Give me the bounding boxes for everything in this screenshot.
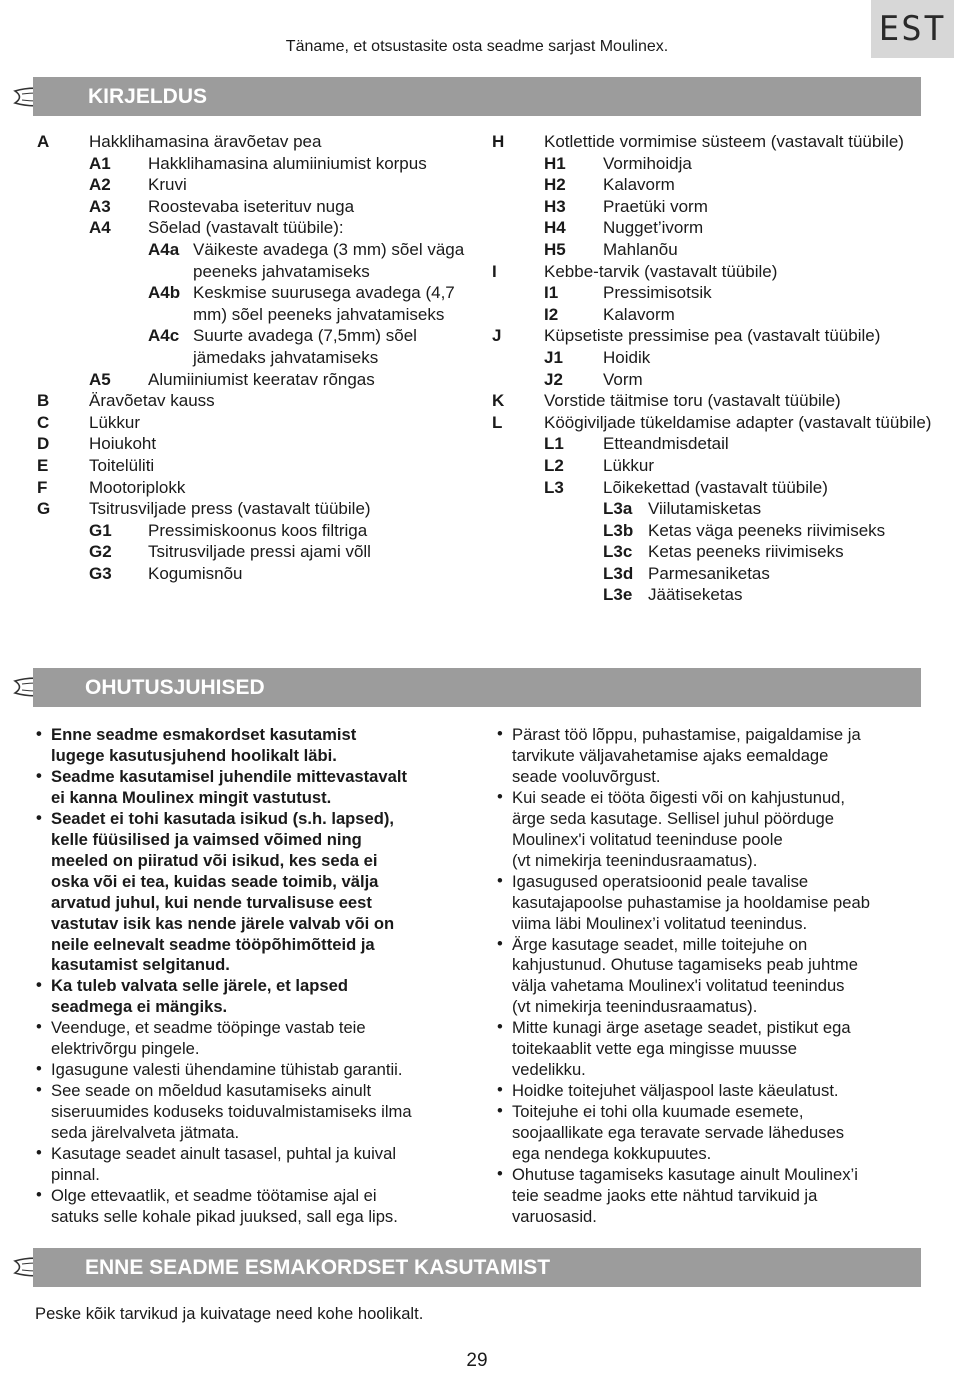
item-text: Hoidik bbox=[603, 347, 651, 367]
item-text: Lükkur bbox=[603, 455, 655, 475]
item-text: Kruvi bbox=[148, 175, 187, 195]
description-item bbox=[492, 563, 932, 585]
before-use-text: Peske kõik tarvikud ja kuivatage need kohe hoolikalt. bbox=[35, 1304, 424, 1323]
item-text: Kalavorm bbox=[603, 175, 675, 195]
item-text: Keskmise suurusega avadega (4,7 mm) sõel peeneks jahvatamiseks bbox=[193, 283, 455, 324]
item-text: Köögiviljade tükeldamise adapter (vastavalt tüübile) bbox=[544, 412, 932, 432]
item-text: Vorm bbox=[603, 369, 643, 389]
item-key: G3 bbox=[89, 563, 112, 583]
safety-item bbox=[497, 935, 937, 1019]
item-key: I2 bbox=[544, 304, 559, 324]
safety-line: • Igasugused operatsioonid peale tavalise bbox=[512, 871, 809, 891]
safety-line: kasutamist selgitanud. bbox=[51, 955, 230, 975]
item-key: L3e bbox=[603, 585, 633, 605]
description-item bbox=[492, 390, 932, 412]
safety-item bbox=[36, 1018, 476, 1060]
item-key: L3a bbox=[603, 499, 633, 519]
page-number: 29 bbox=[466, 1350, 488, 1371]
description-item bbox=[37, 412, 477, 434]
description-item bbox=[37, 541, 477, 563]
description-item bbox=[492, 412, 932, 434]
description-item bbox=[492, 498, 932, 520]
item-key: H4 bbox=[544, 218, 566, 238]
item-text: Parmesaniketas bbox=[648, 563, 770, 583]
description-item bbox=[37, 217, 477, 239]
safety-line: viima läbi Moulinex’i volitatud teenindus. bbox=[512, 913, 808, 933]
item-key: H1 bbox=[544, 153, 566, 173]
safety-line: teie seadme jaoks ette nähtud tarvikuid ja bbox=[512, 1185, 818, 1205]
safety-item bbox=[36, 767, 476, 809]
description-item bbox=[492, 584, 932, 606]
item-key: G2 bbox=[89, 542, 112, 562]
item-key: H2 bbox=[544, 175, 566, 195]
safety-line: välja vahetama Moulinex'i volitatud teenindus bbox=[512, 976, 845, 996]
item-text: Küpsetiste pressimise pea (vastavalt tüübile) bbox=[544, 326, 881, 346]
safety-line: seade vooluvõrgust. bbox=[512, 766, 661, 786]
item-key: J bbox=[492, 326, 502, 346]
safety-line: pinnal. bbox=[51, 1165, 100, 1185]
item-text: Pressimisotsik bbox=[603, 283, 712, 303]
safety-item bbox=[497, 872, 937, 935]
item-key: L bbox=[492, 412, 503, 432]
item-text: Mootoriplokk bbox=[89, 477, 186, 497]
safety-item bbox=[497, 788, 937, 872]
item-text: Etteandmisdetail bbox=[603, 434, 729, 454]
item-key: L3c bbox=[603, 542, 633, 562]
safety-line: soojaallikate ega teravate servade läheduses bbox=[512, 1123, 845, 1143]
description-item bbox=[492, 347, 932, 369]
item-text: Kebbe-tarvik (vastavalt tüübile) bbox=[544, 261, 778, 281]
description-item bbox=[37, 196, 477, 218]
description-item bbox=[37, 282, 477, 325]
language-tab: EST bbox=[871, 0, 954, 58]
item-key: L3 bbox=[544, 477, 564, 497]
description-item bbox=[37, 239, 477, 282]
safety-line: vastutav isik kas nende järele valvab või on bbox=[51, 913, 395, 933]
item-key: L1 bbox=[544, 434, 564, 454]
item-key: A4a bbox=[148, 239, 180, 259]
safety-line: • Toitejuhe ei tohi olla kuumade esemete, bbox=[512, 1102, 804, 1122]
safety-line: kasutajapoolse puhastamise ja hooldamise peab bbox=[512, 892, 870, 912]
safety-line: ei kanna Moulinex mingit vastutust. bbox=[51, 787, 332, 807]
section-title: KIRJELDUS bbox=[88, 85, 208, 108]
description-item bbox=[37, 477, 477, 499]
item-key: L3b bbox=[603, 520, 634, 540]
item-key: J2 bbox=[544, 369, 563, 389]
section-header-before-first-use bbox=[33, 1248, 921, 1287]
item-text: Kotlettide vormimise süsteem (vastavalt tüübile) bbox=[544, 132, 904, 151]
safety-item bbox=[36, 1186, 476, 1228]
item-text: Ketas peeneks riivimiseks bbox=[648, 542, 844, 562]
safety-item bbox=[497, 1102, 937, 1165]
safety-line: kelle füüsilised ja vaimsed võimed ning bbox=[51, 829, 362, 849]
description-item bbox=[492, 174, 932, 196]
item-key: I bbox=[492, 261, 497, 281]
section-header-description bbox=[33, 77, 921, 116]
safety-line: toitekaablit vette ega mingisse muusse bbox=[512, 1039, 798, 1059]
item-text: Toitelüliti bbox=[89, 455, 155, 475]
safety-line: • Ka tuleb valvata selle järele, et lapsed bbox=[51, 976, 348, 996]
description-item bbox=[37, 174, 477, 196]
item-text: Äravõetav kauss bbox=[89, 391, 215, 411]
description-item bbox=[492, 369, 932, 391]
item-text: Väikeste avadega (3 mm) sõel väga peeneks jahvatamiseks bbox=[193, 239, 465, 281]
item-text: Lõikekettad (vastavalt tüübile) bbox=[603, 477, 828, 497]
description-item bbox=[37, 455, 477, 477]
description-item bbox=[492, 304, 932, 326]
safety-item bbox=[36, 725, 476, 767]
safety-line: arvatud juhul, kui nende turvalisuse eest bbox=[51, 892, 372, 912]
safety-line: seadmega ei mängiks. bbox=[51, 997, 228, 1017]
safety-line: • Kasutage seadet ainult tasasel, puhtal ja kuival bbox=[51, 1144, 397, 1164]
section-header-safety bbox=[33, 668, 921, 707]
item-key: H3 bbox=[544, 196, 566, 216]
safety-line: varuosasid. bbox=[512, 1206, 597, 1226]
description-item bbox=[37, 520, 477, 542]
item-key: I1 bbox=[544, 283, 559, 303]
safety-line: meeled on piiratud või isikud, kes seda ei bbox=[51, 850, 378, 870]
safety-line: • Mitte kunagi ärge asetage seadet, pistikut ega bbox=[512, 1018, 851, 1038]
item-key: H5 bbox=[544, 239, 566, 259]
safety-line: tarvikute väljavahetamise ajaks eemaldage bbox=[512, 745, 829, 765]
item-text: Suurte avadega (7,5mm) sõel jämedaks jahvatamiseks bbox=[193, 326, 417, 367]
safety-line: ega nendega kokkupuutes. bbox=[512, 1144, 712, 1164]
description-item bbox=[492, 541, 932, 563]
safety-line: • Pärast töö lõppu, puhastamise, paigaldamise ja bbox=[512, 725, 861, 744]
description-item bbox=[37, 498, 477, 520]
safety-line: seda järelvalveta jätmata. bbox=[51, 1123, 240, 1143]
intro-text: Täname, et otsustasite osta seadme sarjast Moulinex. bbox=[285, 38, 669, 55]
safety-line: • Ohutuse tagamiseks kasutage ainult Moulinex’i bbox=[512, 1165, 858, 1185]
safety-line: kahjustunud. Ohutuse tagamiseks peab juhtme bbox=[512, 955, 858, 975]
description-item bbox=[492, 153, 932, 175]
item-key: A1 bbox=[89, 153, 111, 173]
item-key: J1 bbox=[544, 347, 563, 367]
safety-line: (vt nimekirja teenindusraamatus). bbox=[512, 850, 758, 870]
safety-item bbox=[497, 725, 937, 788]
description-item bbox=[492, 196, 932, 218]
item-key: C bbox=[37, 412, 50, 432]
description-item bbox=[492, 325, 932, 347]
item-key: A5 bbox=[89, 369, 111, 389]
item-text: Vorstide täitmise toru (vastavalt tüübile) bbox=[544, 391, 841, 411]
item-text: Hoiukoht bbox=[89, 434, 157, 454]
item-text: Roostevaba iseterituv nuga bbox=[148, 196, 355, 216]
description-list-left bbox=[37, 131, 477, 584]
item-key: A4b bbox=[148, 283, 181, 303]
safety-line: • Seadme kasutamisel juhendile mittevastavalt bbox=[51, 766, 407, 786]
item-text: Nugget’ivorm bbox=[603, 218, 704, 238]
description-item bbox=[37, 325, 477, 368]
item-key: B bbox=[37, 391, 50, 411]
item-text: Sõelad (vastavalt tüübile): bbox=[148, 218, 344, 238]
item-text: Mahlanõu bbox=[603, 239, 678, 259]
safety-item bbox=[497, 1081, 937, 1102]
section-title: OHUTUSJUHISED bbox=[85, 676, 265, 699]
item-key: G bbox=[37, 499, 51, 519]
safety-line: siseruumides koduseks toiduvalmistamiseks ilma bbox=[51, 1102, 412, 1122]
item-text: Viilutamisketas bbox=[648, 499, 762, 519]
description-list-right bbox=[492, 131, 932, 606]
safety-line: lugege kasutusjuhend hoolikalt läbi. bbox=[51, 745, 337, 765]
safety-line: • Ärge kasutage seadet, mille toitejuhe on bbox=[512, 934, 808, 954]
safety-line: vedelikku. bbox=[512, 1060, 586, 1080]
safety-line: Moulinex'i volitatud teeninduse poole bbox=[512, 829, 783, 849]
description-item bbox=[37, 390, 477, 412]
item-text: Hakklihamasina alumiiniumist korpus bbox=[148, 153, 427, 173]
description-item bbox=[492, 217, 932, 239]
item-key: F bbox=[37, 477, 48, 497]
item-text: Praetüki vorm bbox=[603, 196, 708, 216]
safety-line: • Enne seadme esmakordset kasutamist bbox=[51, 725, 357, 744]
item-key: K bbox=[492, 391, 505, 411]
safety-line: • Seadet ei tohi kasutada isikud (s.h. lapsed), bbox=[51, 808, 395, 828]
item-text: Lükkur bbox=[89, 412, 141, 432]
item-key: A bbox=[37, 132, 50, 151]
description-item bbox=[492, 455, 932, 477]
safety-line: (vt nimekirja teenindusraamatus). bbox=[512, 997, 758, 1017]
item-text: Ketas väga peeneks riivimiseks bbox=[648, 520, 886, 540]
safety-line: • Igasugune valesti ühendamine tühistab garantii. bbox=[51, 1060, 403, 1080]
item-key: A2 bbox=[89, 175, 111, 195]
item-text: Alumiiniumist keeratav rõngas bbox=[148, 369, 375, 389]
item-text: Tsitrusviljade press (vastavalt tüübile) bbox=[89, 499, 371, 519]
safety-item bbox=[36, 1060, 476, 1081]
safety-list-right bbox=[497, 725, 937, 1228]
item-key: H bbox=[492, 132, 505, 151]
description-item bbox=[37, 131, 477, 153]
description-item bbox=[37, 369, 477, 391]
description-item bbox=[492, 477, 932, 499]
safety-line: elektrivõrgu pingele. bbox=[51, 1039, 200, 1059]
safety-item bbox=[36, 809, 476, 977]
item-key: L2 bbox=[544, 455, 564, 475]
description-item bbox=[492, 433, 932, 455]
item-text: Kogumisnõu bbox=[148, 563, 243, 583]
description-item bbox=[37, 563, 477, 585]
item-text: Vormihoidja bbox=[603, 153, 692, 173]
safety-line: • Olge ettevaatlik, et seadme töötamise ajal ei bbox=[51, 1185, 377, 1205]
item-key: E bbox=[37, 455, 49, 475]
description-item bbox=[492, 239, 932, 261]
description-item bbox=[492, 282, 932, 304]
item-text: Kalavorm bbox=[603, 304, 675, 324]
item-text: Pressimiskoonus koos filtriga bbox=[148, 520, 368, 540]
safety-line: • Hoidke toitejuhet väljaspool laste käeulatust. bbox=[512, 1081, 839, 1101]
item-key: A4 bbox=[89, 218, 111, 238]
safety-line: neile eelnevalt seadme tööpõhimõtteid ja bbox=[51, 934, 375, 954]
safety-line: oska või ei tea, kuidas seade toimib, välja bbox=[51, 871, 379, 891]
safety-line: • Veenduge, et seadme tööpinge vastab teie bbox=[51, 1018, 366, 1038]
description-item bbox=[492, 261, 932, 283]
description-item bbox=[492, 131, 932, 153]
item-key: A4c bbox=[148, 326, 180, 346]
safety-item bbox=[36, 1081, 476, 1144]
safety-line: ärge seda kasutage. Sellisel juhul pöörduge bbox=[512, 808, 834, 828]
safety-item bbox=[497, 1165, 937, 1228]
safety-line: • Kui seade ei tööta õigesti või on kahjustunud, bbox=[512, 787, 846, 807]
safety-item bbox=[36, 976, 476, 1018]
item-key: D bbox=[37, 434, 50, 454]
safety-line: satuks selle kohale pikad juuksed, sall ega lips. bbox=[51, 1206, 398, 1226]
item-key: L3d bbox=[603, 563, 634, 583]
item-text: Hakklihamasina äravõetav pea bbox=[89, 132, 322, 151]
item-key: G1 bbox=[89, 520, 112, 540]
safety-item bbox=[497, 1018, 937, 1081]
safety-list-left bbox=[36, 725, 476, 1228]
safety-line: • See seade on mõeldud kasutamiseks ainult bbox=[51, 1081, 372, 1101]
item-text: Jäätiseketas bbox=[648, 585, 743, 605]
description-item bbox=[37, 153, 477, 175]
description-item bbox=[37, 433, 477, 455]
item-text: Tsitrusviljade pressi ajami võll bbox=[148, 542, 371, 562]
description-item bbox=[492, 520, 932, 542]
item-key: A3 bbox=[89, 196, 111, 216]
section-title: ENNE SEADME ESMAKORDSET KASUTAMIST bbox=[85, 1256, 551, 1279]
safety-item bbox=[36, 1144, 476, 1186]
